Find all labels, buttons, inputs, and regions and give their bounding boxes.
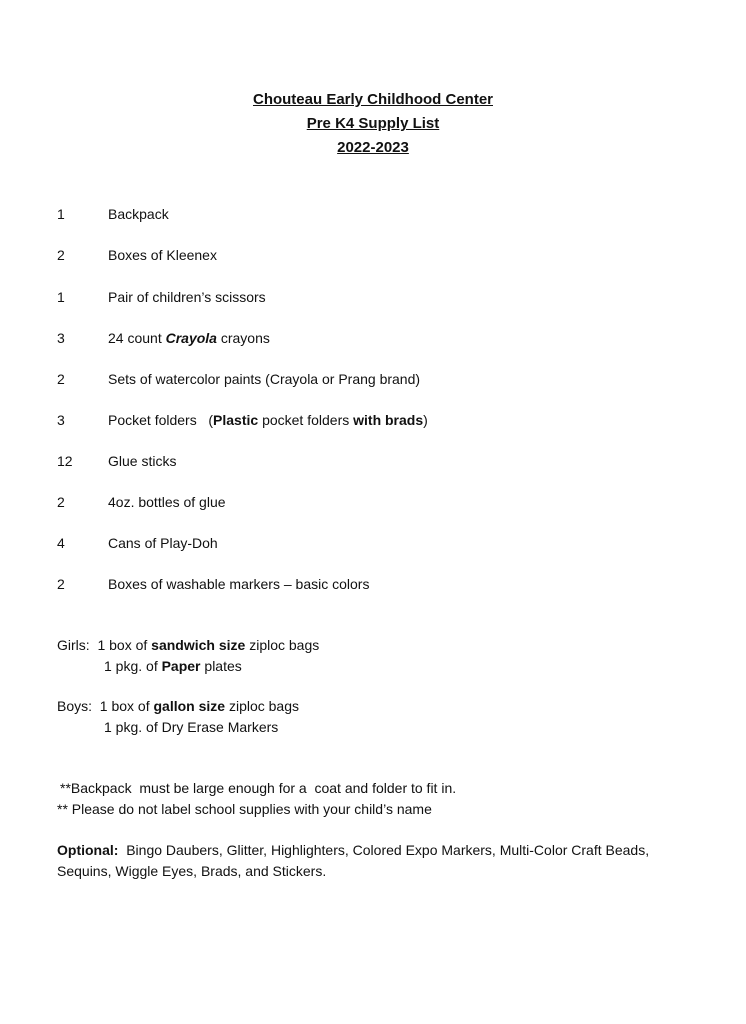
- item-quantity: 4: [57, 535, 65, 551]
- item-description: [108, 413, 428, 427]
- bold-text: Paper: [161, 658, 201, 674]
- brand-name: Crayola: [165, 330, 217, 346]
- item-description: Cans of Play-Doh: [108, 535, 218, 551]
- bold-text: with brads: [353, 412, 424, 428]
- item-quantity: 1: [57, 206, 65, 222]
- item-quantity: 1: [57, 289, 65, 305]
- boys-text: 1 box of: [99, 698, 154, 714]
- girls-text: ziploc bags: [245, 637, 320, 653]
- item-text: 24 count: [108, 330, 166, 346]
- item-text: pocket folders: [258, 412, 354, 428]
- item-quantity: 3: [57, 412, 65, 428]
- item-text: ): [423, 412, 428, 428]
- item-description: 4oz. bottles of glue: [108, 494, 226, 510]
- item-description: Sets of watercolor paints (Crayola or Prang brand): [108, 371, 421, 387]
- list-item: [0, 207, 746, 225]
- item-description: [108, 331, 270, 345]
- item-quantity: 2: [57, 371, 65, 387]
- item-text: crayons: [216, 330, 270, 346]
- optional-line-1: [57, 843, 649, 857]
- bold-text: gallon size: [153, 698, 226, 714]
- backpack-note: **Backpack must be large enough for a coat and folder to fit in.: [60, 780, 457, 796]
- girls-label: Girls:: [57, 637, 98, 653]
- optional-label: Optional:: [57, 842, 119, 858]
- list-item: [0, 413, 746, 431]
- item-quantity: 2: [57, 494, 65, 510]
- item-description: Backpack: [108, 206, 169, 222]
- item-quantity: 12: [57, 453, 73, 469]
- item-text: Pocket folders (: [108, 412, 214, 428]
- girls-line-1: [57, 638, 319, 652]
- list-item: [0, 248, 746, 266]
- list-item: [0, 454, 746, 472]
- list-item: [0, 495, 746, 513]
- boys-line-2: 1 pkg. of Dry Erase Markers: [104, 719, 279, 735]
- girls-text: plates: [200, 658, 242, 674]
- boys-label: Boys:: [57, 698, 100, 714]
- school-name-heading: Chouteau Early Childhood Center: [252, 91, 493, 108]
- optional-text: Bingo Daubers, Glitter, Highlighters, Colored Expo Markers, Multi-Color Craft Beads,: [118, 842, 650, 858]
- item-description: Pair of children’s scissors: [108, 289, 266, 305]
- item-quantity: 2: [57, 247, 65, 263]
- boys-text: ziploc bags: [225, 698, 300, 714]
- girls-text: 1 pkg. of: [104, 658, 162, 674]
- girls-line-2: [104, 659, 242, 673]
- school-year-heading: 2022-2023: [337, 139, 409, 156]
- list-item: [0, 577, 746, 595]
- item-quantity: 3: [57, 330, 65, 346]
- list-item: [0, 290, 746, 308]
- list-item: [0, 372, 746, 390]
- bold-text: Plastic: [213, 412, 259, 428]
- item-description: Boxes of Kleenex: [108, 247, 217, 263]
- list-item: [0, 331, 746, 349]
- label-note: ** Please do not label school supplies with your child’s name: [57, 801, 432, 817]
- item-quantity: 2: [57, 576, 65, 592]
- girls-text: 1 box of: [97, 637, 152, 653]
- item-description: Boxes of washable markers – basic colors: [108, 576, 370, 592]
- list-item: [0, 536, 746, 554]
- optional-line-2: Sequins, Wiggle Eyes, Brads, and Stickers.: [57, 863, 327, 879]
- list-title-heading: Pre K4 Supply List: [306, 115, 440, 132]
- bold-text: sandwich size: [151, 637, 246, 653]
- boys-line-1: [57, 699, 299, 713]
- item-description: Glue sticks: [108, 453, 177, 469]
